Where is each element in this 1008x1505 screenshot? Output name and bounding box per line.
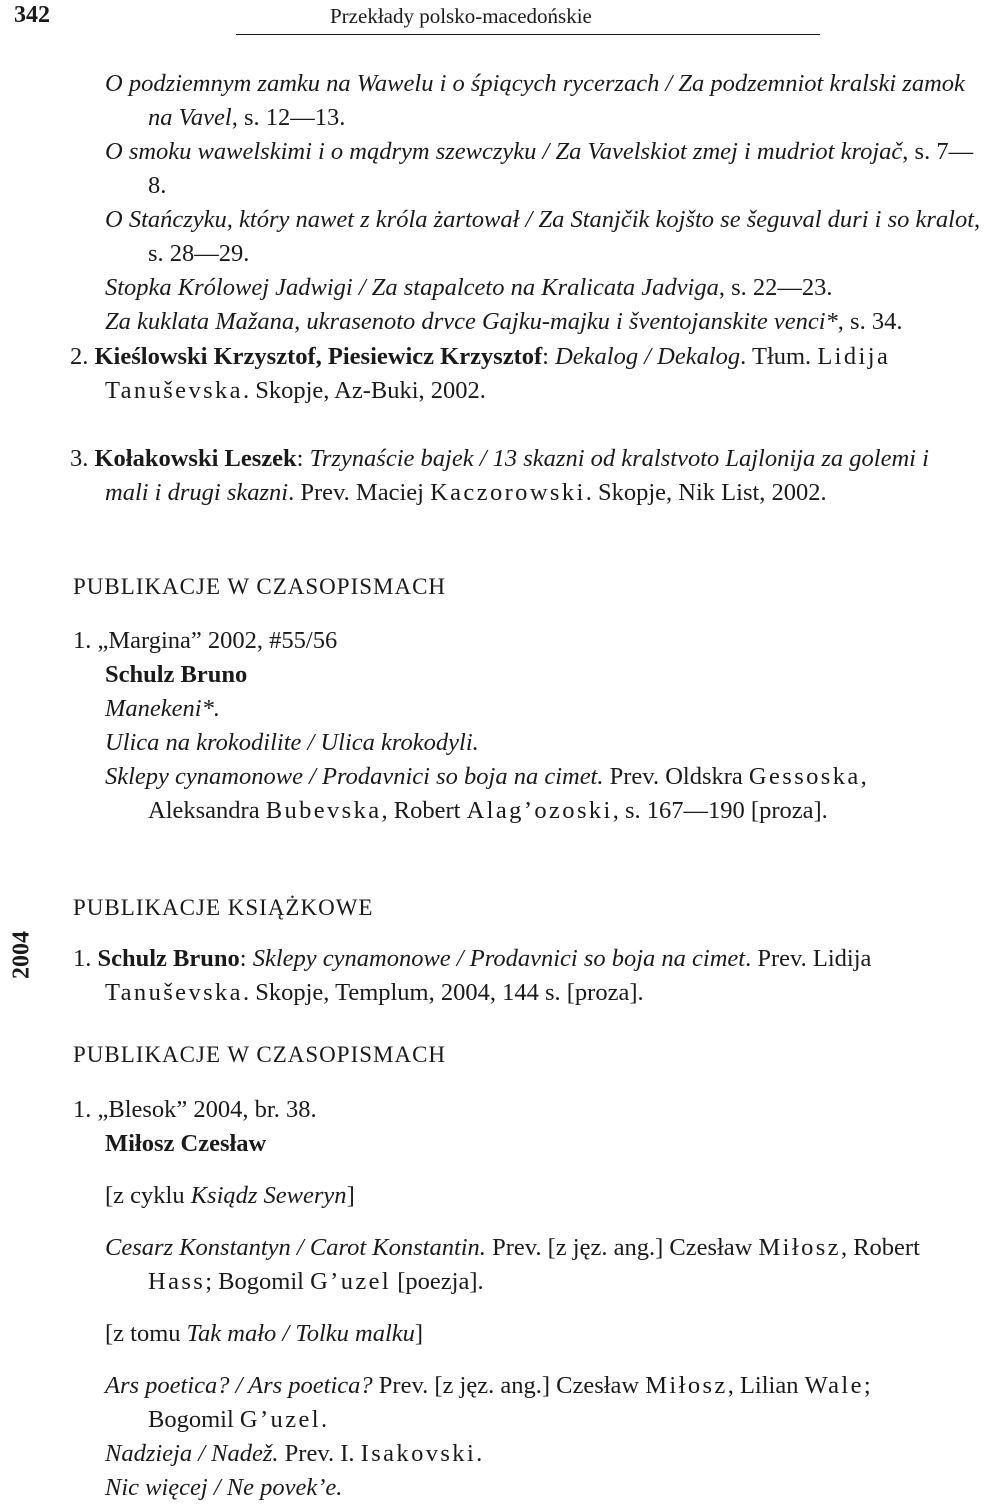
entry-title: Sklepy cynamonowe / Prodavnici so boja na cimet	[252, 945, 746, 972]
translator-name: Gessoska	[748, 763, 861, 790]
poem-title: Ars poetica? / Ars poetica?	[105, 1372, 373, 1399]
tale-list	[105, 67, 1008, 339]
translator-name: G’uzel	[239, 1406, 321, 1433]
book-entry-3	[70, 442, 958, 510]
list-item	[105, 305, 993, 339]
section-heading: PUBLIKACJE KSIĄŻKOWE	[73, 895, 374, 920]
translation-label: Prev. [z jęz. ang.] Czesław	[485, 1234, 759, 1261]
tale-pages: , s. 7—8.	[148, 138, 974, 199]
journal-title: „Margina” 2002, #55/56	[97, 627, 338, 654]
list-item	[105, 203, 993, 271]
translator-name: Hass	[148, 1268, 206, 1295]
cycle-close: ]	[346, 1182, 355, 1209]
translator-name: Lidija Tanuševska	[105, 343, 891, 404]
separator: , Aleksandra	[148, 763, 867, 824]
entry-number: 1.	[73, 945, 92, 972]
author-name: Miłosz Czesław	[105, 1130, 267, 1157]
work-title: Manekeni*.	[105, 695, 220, 722]
margin-year-label: 2004	[8, 931, 35, 979]
poem-title: Nadzieja / Nadež.	[105, 1440, 279, 1467]
translator-name: Isakovski	[360, 1440, 477, 1467]
tale-pages: , s. 22—23.	[718, 274, 833, 301]
author-name: Schulz Bruno	[105, 661, 248, 688]
tale-title: Za kuklata Mažana, ukrasenoto drvce Gajku-majku i šventojanskite venci*	[105, 308, 838, 335]
section-heading: PUBLIKACJE W CZASOPISMACH	[73, 574, 447, 599]
poem-title: Nic więcej / Ne povek’e.	[105, 1474, 343, 1501]
tale-title: Stopka Królowej Jadwigi / Za stapalceto na Kralicata Jadviga	[105, 274, 719, 301]
header-rule	[236, 34, 820, 35]
tale-title: O Stańczyku, który nawet z króla żartował / Za Stanjčik kojšto se šeguval duri i so kralot	[105, 206, 974, 233]
separator: , Robert	[840, 1234, 920, 1261]
section-heading: PUBLIKACJE W CZASOPISMACH	[73, 1042, 447, 1067]
separator: ; Bogomil	[205, 1268, 311, 1295]
imprint: . Skopje, Az-Buki, 2002.	[242, 377, 486, 404]
volume-close: ]	[414, 1320, 424, 1347]
entry-title: Trzynaście bajek / 13 skazni od kralstvoto Lajlonija za golemi i mali i drugi skazni	[105, 445, 929, 506]
entry-author: Schulz Bruno	[97, 945, 240, 972]
tale-title: O podziemnym zamku na Wawelu i o śpiących rycerzach / Za podzemniot kralski zamok na Vavel	[105, 70, 965, 131]
translator-name: Wale	[804, 1372, 864, 1399]
entry-number: 1.	[73, 1096, 92, 1123]
list-item	[105, 67, 968, 135]
separator: , Robert	[381, 797, 467, 824]
journal-entry-2004	[73, 1093, 958, 1505]
tale-pages: , s. 34.	[837, 308, 903, 335]
running-title: Przekłady polsko-macedońskie	[330, 4, 592, 28]
tale-pages: , s. 12—13.	[231, 104, 346, 131]
genre-label: [poezja].	[391, 1268, 484, 1295]
translator-name: Bubevska	[265, 797, 382, 824]
imprint: . Skopje, Nik List, 2002.	[585, 479, 827, 506]
volume-open: [z tomu	[105, 1320, 187, 1347]
translation-label: . Prev. Lidija	[745, 945, 872, 972]
colon: :	[239, 945, 253, 972]
journal-line	[73, 624, 958, 658]
translation-label: Prev. I.	[278, 1440, 361, 1467]
translation-label: Prev. Oldskra	[603, 763, 749, 790]
translator-name: Alag’ozoski	[466, 797, 613, 824]
tale-pages: , s. 28—29.	[148, 206, 981, 267]
entry-number: 2.	[70, 343, 89, 370]
poem-title: Cesarz Konstantyn / Carot Konstantin.	[105, 1234, 486, 1261]
entry-title: Dekalog / Dekalog	[555, 343, 741, 370]
book-entry-2	[70, 340, 955, 408]
translator-name: Tanuševska	[105, 979, 243, 1006]
separator: , Lilian	[727, 1372, 805, 1399]
page-number: 342	[14, 2, 50, 28]
cycle-title: Ksiądz Seweryn	[190, 1182, 347, 1209]
translator-name: Miłosz	[758, 1234, 841, 1261]
entry-number: 3.	[70, 445, 89, 472]
colon: :	[296, 445, 310, 472]
page-range: , s. 167—190 [proza].	[612, 797, 828, 824]
imprint: . Skopje, Templum, 2004, 144 s. [proza].	[242, 979, 644, 1006]
translation-label: . Prev. Maciej	[288, 479, 431, 506]
tale-title: O smoku wawelskimi i o mądrym szewczyku / Za Vavelskiot zmej i mudriot krojač	[105, 138, 903, 165]
work-title: Ulica na krokodilite / Ulica krokodyli.	[105, 729, 479, 756]
margin-year-marker	[2, 930, 42, 980]
translation-label: . Tłum.	[740, 343, 818, 370]
translation-label: Prev. [z jęz. ang.] Czesław	[372, 1372, 646, 1399]
colon: :	[542, 343, 556, 370]
entry-number: 1.	[73, 627, 92, 654]
entry-authors: Kieślowski Krzysztof, Piesiewicz Krzysztof	[94, 343, 543, 370]
translator-name: Miłosz	[645, 1372, 728, 1399]
journal-entry	[73, 624, 958, 828]
punctuation: .	[320, 1406, 328, 1433]
work-title: Sklepy cynamonowe / Prodavnici so boja na cimet.	[105, 763, 604, 790]
separator: ; Bogomil	[148, 1372, 871, 1433]
journal-line	[73, 1093, 958, 1127]
book-entry-2004	[73, 942, 958, 1010]
entry-author: Kołakowski Leszek	[94, 445, 297, 472]
punctuation: .	[476, 1440, 483, 1467]
translator-name: G’uzel	[310, 1268, 392, 1295]
list-item	[105, 135, 988, 203]
list-item	[105, 271, 993, 305]
cycle-open: [z cyklu	[105, 1182, 191, 1209]
journal-title: „Blesok” 2004, br. 38.	[97, 1096, 317, 1123]
translator-name: Kaczorowski	[430, 479, 586, 506]
volume-title: Tak mało / Tolku malku	[186, 1320, 415, 1347]
